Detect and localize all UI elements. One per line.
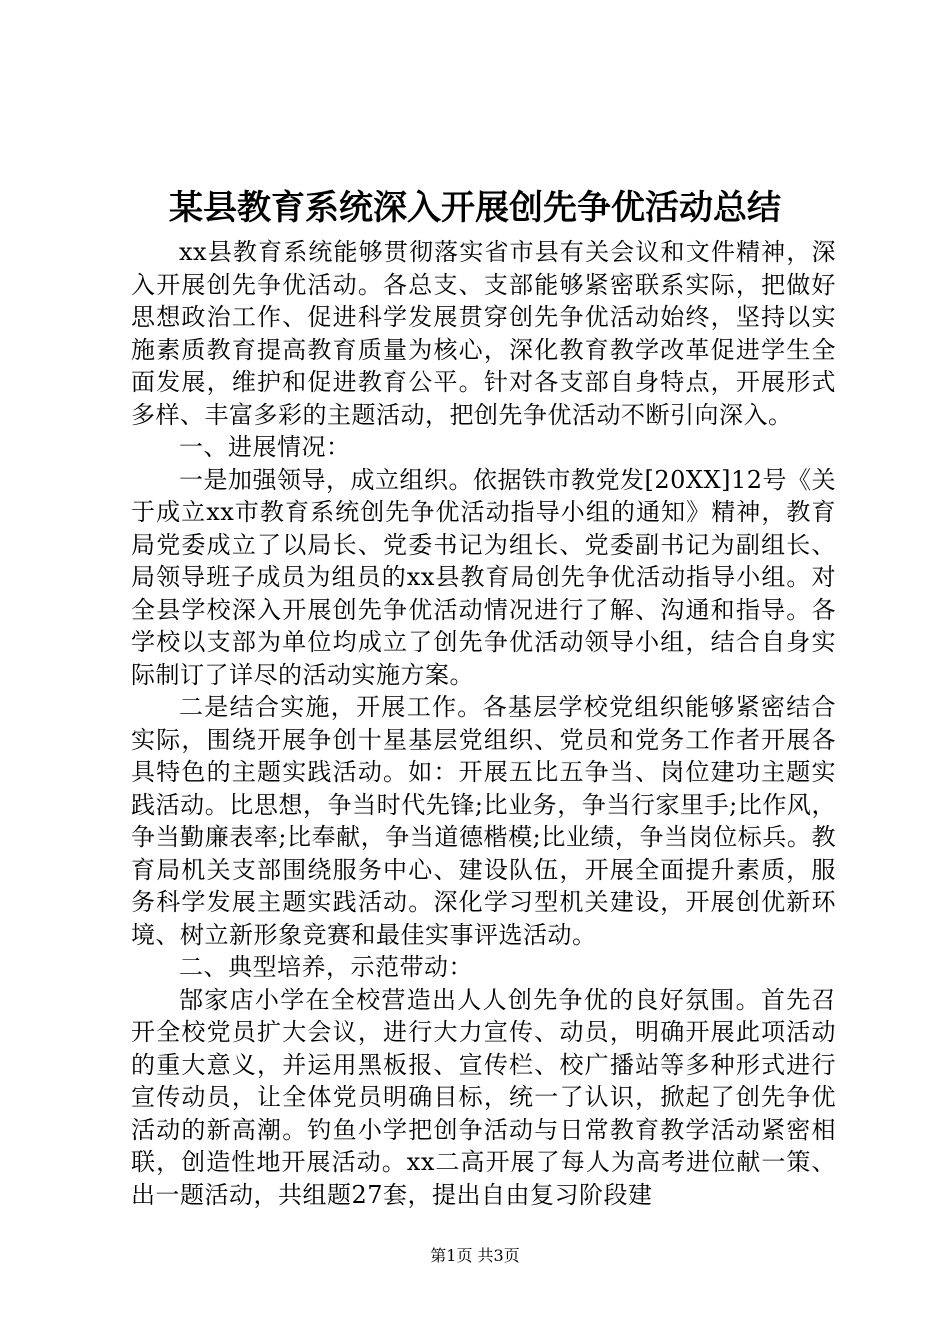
section-heading-models: 二、典型培养，示范带动： — [179, 953, 473, 981]
paragraph-intro: xx县教育系统能够贯彻落实省市县有关会议和文件精神，深入开展创先争优活动。各总支、支部能够紧密联系实际，把做好思想政治工作、促进科学发展贯穿创先争优活动始终，坚持以实施素质教育提高教育质量为核心，深化教育教学改革促进学生全面发展，维护和促进教育公平。针对各支部自身特点，开展形式多样、丰富多彩的主题活动，把创先争优活动不断引向深入。 — [131, 238, 836, 429]
page-footer: 第1页 共3页 — [430, 1246, 520, 1265]
paragraph-implementation: 二是结合实施，开展工作。各基层学校党组织能够紧密结合实际，围绕开展争创十星基层党组织、党员和党务工作者开展各具特色的主题实践活动。如：开展五比五争当、岗位建功主题实践活动。比思想，争当时代先锋;比业务，争当行家里手;比作风，争当勤廉表率;比奉献，争当道德楷模;比业绩，争当岗位标兵。教育局机关支部围绕服务中心、建设队伍，开展全面提升素质，服务科学发展主题实践活动。深化学习型机关建设，开展创优新环境、树立新形象竞赛和最佳实事评选活动。 — [131, 693, 836, 949]
document-title: 某县教育系统深入开展创先争优活动总结 — [169, 188, 781, 228]
section-heading-progress: 一、进展情况： — [179, 433, 351, 461]
document-body — [131, 236, 836, 1211]
paragraph-schools: 郜家店小学在全校营造出人人创先争优的良好氛围。首先召开全校党员扩大会议，进行大力宣传、动员，明确开展此项活动的重大意义，并运用黑板报、宣传栏、校广播站等多种形式进行宣传动员，让全体党员明确目标，统一了认识，掀起了创先争优活动的新高潮。钓鱼小学把创争活动与日常教育教学活动紧密相联，创造性地开展活动。xx二高开展了每人为高考进位献一策、出一题活动，共组题27套，提出自由复习阶段建 — [131, 985, 836, 1209]
paragraph-leadership: 一是加强领导，成立组织。依据铁市教党发[20XX]12号《关于成立xx市教育系统创先争优活动指导小组的通知》精神，教育局党委成立了以局长、党委书记为组长、党委副书记为副组长、局领导班子成员为组员的xx县教育局创先争优活动指导小组。对全县学校深入开展创先争优活动情况进行了解、沟通和指导。各学校以支部为单位均成立了创先争优活动领导小组，结合自身实际制订了详尽的活动实施方案。 — [131, 465, 836, 689]
